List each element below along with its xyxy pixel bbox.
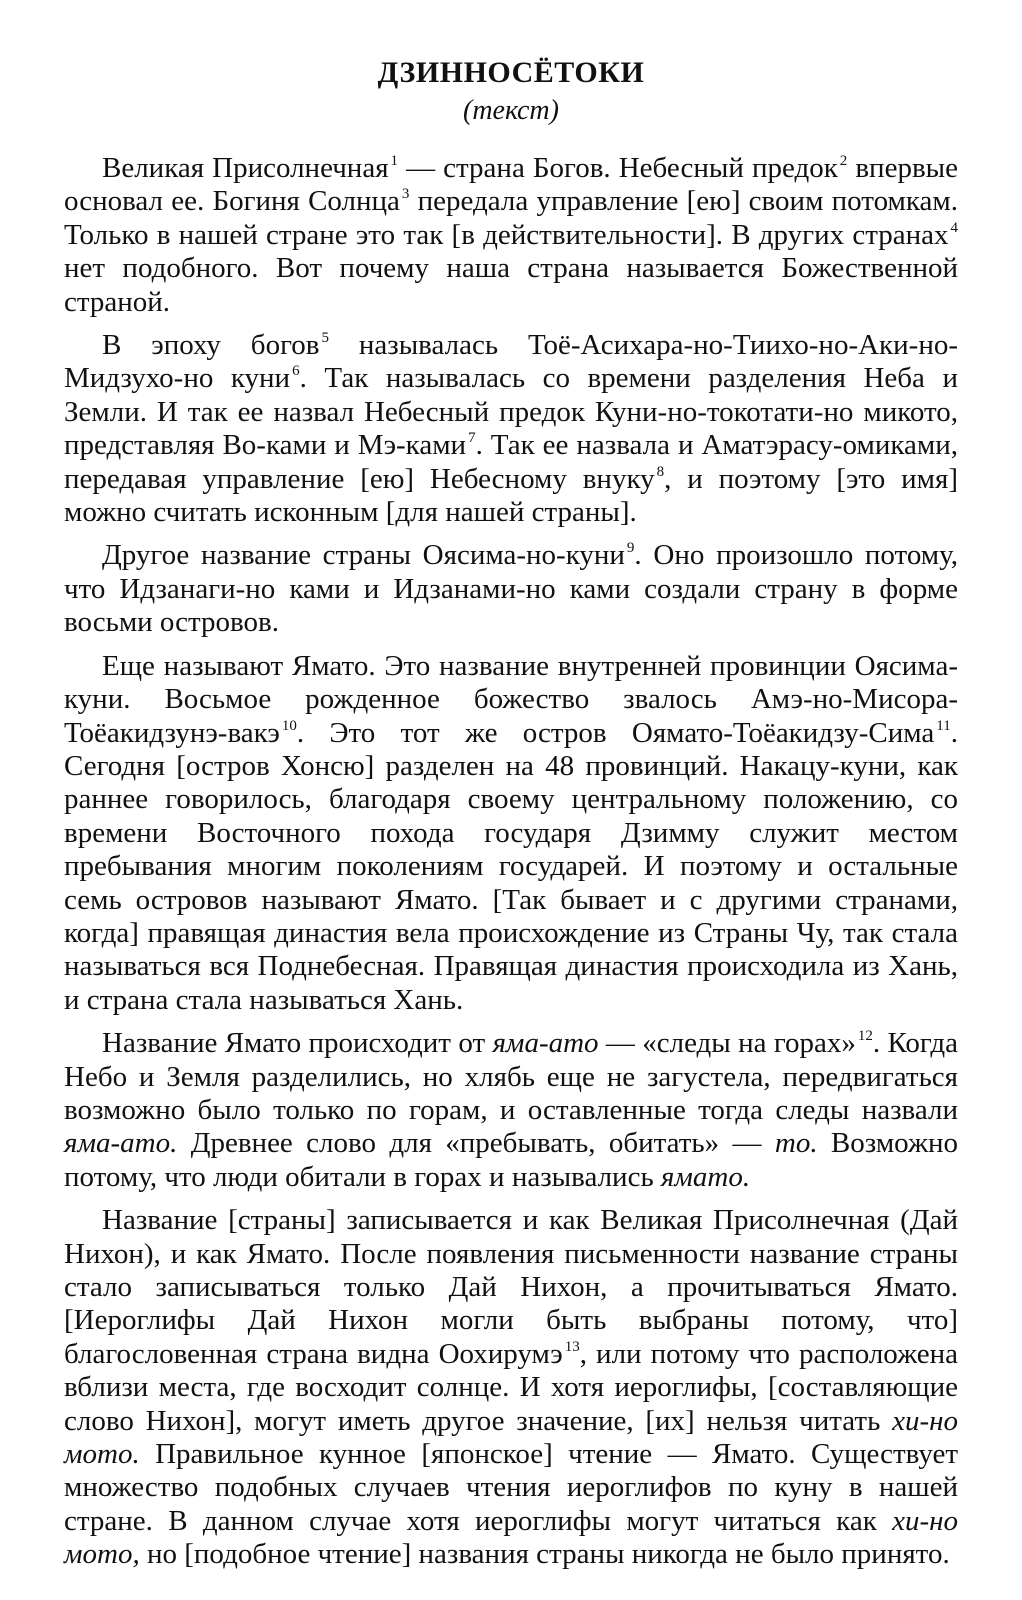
document-body <box>64 152 958 1572</box>
footnote-marker: 4 <box>950 219 958 236</box>
paragraph <box>64 329 958 529</box>
text-segment: Возможно потому, что люди обитали в горах и назывались <box>64 1127 959 1193</box>
text-segment: Название [страны] записывается и как Великая Присолнечная (Дай Нихон), и как Ямато. После появления письменности название страны стало записываться только Дай Нихон, а прочитываться Ямато. [Иероглифы Дай Нихон могли быть выбраны потому, что] благословенная страна видна Оохирумэ <box>64 1204 958 1370</box>
text-segment: Название Ямато происходит от <box>102 1027 493 1060</box>
italic-term: ямато. <box>660 1160 751 1193</box>
text-segment: Другое название страны Оясима-но-куни <box>102 539 625 572</box>
text-segment: . Так ее назвала и Аматэрасу-омиками, передавая управление [ею] Небесному внуку <box>64 429 958 495</box>
text-segment: . Это тот же остров Оямато-Тоёакидзу-Сима <box>296 716 935 749</box>
text-segment: — «следы на горах» <box>598 1027 856 1060</box>
footnote-marker: 8 <box>656 463 665 480</box>
text-segment: нет подобного. Вот почему наша страна называется Божественной страной. <box>64 252 958 318</box>
text-segment: Еще называют Ямато. Это название внутренней провинции Оясима-куни. Восьмое рожденное божество звалось Амэ-но-Мисора-Тоёакидзунэ-вакэ <box>64 649 958 749</box>
italic-term: яма-ато <box>492 1027 599 1060</box>
footnote-marker: 1 <box>390 153 399 169</box>
footnote-marker: 9 <box>626 540 635 557</box>
paragraph <box>64 1027 958 1194</box>
footnote-marker: 3 <box>401 186 410 203</box>
footnote-marker: 11 <box>936 717 951 734</box>
paragraph <box>64 650 958 1017</box>
text-segment: — страна Богов. Небесный предок <box>398 152 838 184</box>
text-segment: , и поэтому [это имя] можно считать исконным [для нашей страны]. <box>64 462 958 529</box>
text-segment: но [подобное чтение] названия страны никогда не было принято. <box>139 1538 950 1571</box>
footnote-marker: 6 <box>292 363 300 380</box>
paragraph <box>64 1204 958 1571</box>
text-segment: передала управление [ею] своим потомкам. Только в нашей стране это так [в действительности]. В других странах <box>64 185 958 251</box>
paragraph <box>64 539 958 639</box>
footnote-marker: 2 <box>839 153 848 169</box>
footnote-marker: 10 <box>281 717 297 734</box>
text-segment: Древнее слово для «пребывать, обитать» — <box>177 1127 775 1160</box>
text-segment: , или потому что расположена вблизи места, где восходит солнце. И хотя иероглифы, [составляющие слово Нихон], могут иметь другое значение, [их] нельзя читать <box>64 1337 958 1437</box>
text-segment: В эпоху богов <box>102 329 320 362</box>
italic-term: хи-но мото, <box>64 1504 958 1571</box>
italic-term: яма-ато. <box>64 1127 178 1160</box>
document-title: ДЗИННОСЁТОКИ <box>377 56 645 89</box>
document-subtitle: (текст) <box>463 95 559 126</box>
text-segment: Правильное кунное [японское] чтение — Ямато. Существует множество подобных случаев чтения иероглифов по куну в нашей стране. В данном случае хотя иероглифы могут читаться как <box>64 1438 958 1537</box>
italic-term: то. <box>774 1127 818 1160</box>
text-segment: . Когда Небо и Земля разделились, но хлябь еще не загустела, передвигаться возможно было только по горам, и оставленные тогда следы назвали <box>64 1027 958 1126</box>
text-segment: . Оно произошло потому, что Идзанаги-но ками и Идзанами-но ками создали страну в форме восьми островов. <box>64 539 958 639</box>
text-segment: Великая Присолнечная <box>102 152 389 184</box>
text-segment: . Так называлась со времени разделения Неба и Земли. И так ее назвал Небесный предок Куни-но-токотати-но микото, представляя Во-ками и Мэ-ками <box>64 362 958 462</box>
text-segment: впервые основал ее. Богиня Солнца <box>64 152 958 218</box>
paragraph <box>64 152 958 319</box>
footnote-marker: 12 <box>857 1028 873 1045</box>
footnote-marker: 13 <box>564 1338 580 1355</box>
footnote-marker: 5 <box>321 330 329 347</box>
footnote-marker: 7 <box>468 430 476 447</box>
italic-term: хи-но мото. <box>64 1404 958 1471</box>
text-segment: называлась Тоё-Асихара-но-Тиихо-но-Аки-но-Мидзухо-но куни <box>64 329 958 395</box>
text-segment: . Сегодня [остров Хонсю] разделен на 48 провинций. Накацу-куни, как раннее говорилось, благодаря своему центральному положению, со времени Восточного похода государя Дзимму служит местом пребывания многим поколениям государей. И поэтому и остальные семь островов называют Ямато. [Так бывает и с другими странами, когда] правящая династия вела происхождение из Страны Чу, так стала называться вся Поднебесная. Правящая династия происходила из Хань, и страна стала называться Хань. <box>64 716 958 1016</box>
